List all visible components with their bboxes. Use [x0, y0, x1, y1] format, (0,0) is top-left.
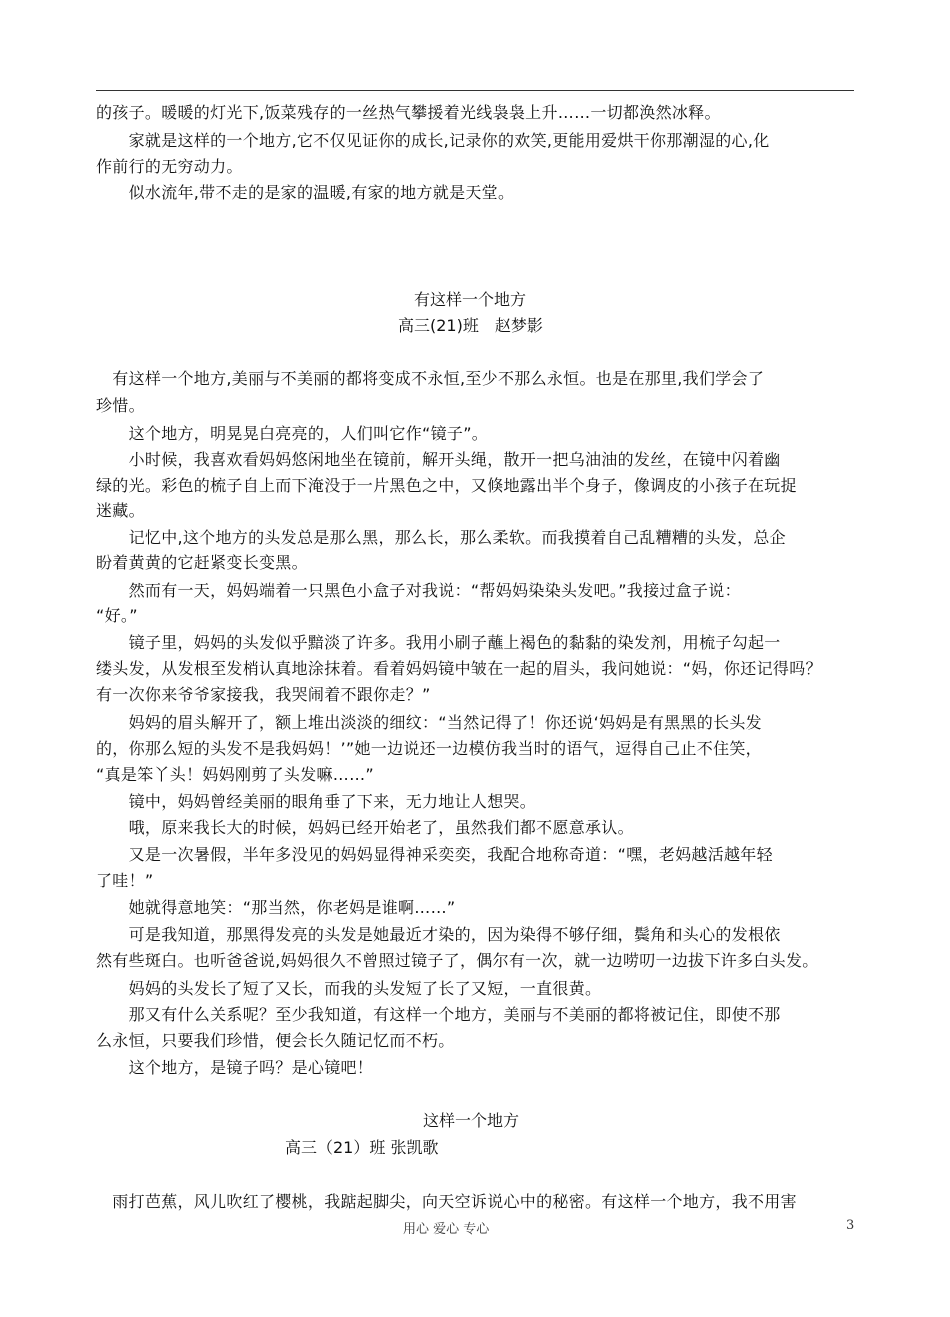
text-line: 么永恒，只要我们珍惜，便会长久随记忆而不朽。 [96, 1031, 455, 1050]
text-line: “好。” [96, 606, 138, 625]
text-line: 了哇！” [96, 871, 154, 890]
text-line: 那又有什么关系呢？至少我知道，有这样一个地方，美丽与不美丽的都将被记住，即使不那 [96, 1005, 781, 1024]
text-line: 的孩子。暖暖的灯光下,饭菜残存的一丝热气攀援着光线袅袅上升……一切都涣然冰释。 [96, 103, 721, 122]
text-line: 又是一次暑假，半年多没见的妈妈显得神采奕奕，我配合地称奇道：“嘿，老妈越活越年轻 [96, 845, 773, 864]
text-line: 这个地方，明晃晃白亮亮的，人们叫它作“镜子”。 [96, 424, 489, 443]
text-line: 的，你那么短的头发不是我妈妈！’”她一边说还一边模仿我当时的语气，逗得自己止不住笑， [96, 739, 762, 758]
essay-author: 高三(21)班 赵梦影 [398, 316, 543, 335]
text-line: 家就是这样的一个地方,它不仅见证你的成长,记录你的欢笑,更能用爱烘干你那潮湿的心,化 [96, 131, 770, 150]
text-line: 绿的光。彩色的梳子自上而下淹没于一片黑色之中，又倏地露出半个身子，像调皮的小孩子在玩捉 [96, 476, 797, 495]
text-line: 小时候，我喜欢看妈妈悠闲地坐在镜前，解开头绳，散开一把乌油油的发丝，在镜中闪着幽 [96, 450, 781, 469]
text-line: 然而有一天，妈妈端着一只黑色小盒子对我说：“帮妈妈染染头发吧。”我接过盒子说： [96, 581, 741, 600]
text-line: 镜中，妈妈曾经美丽的眼角垂了下来，无力地让人想哭。 [96, 792, 537, 811]
text-line: 有这样一个地方,美丽与不美丽的都将变成不永恒,至少不那么永恒。也是在那里,我们学会了 [96, 369, 765, 388]
text-line: 妈妈的头发长了短了又长，而我的头发短了长了又短，一直很黄。 [96, 979, 602, 998]
text-line: 这个地方，是镜子吗？是心镜吧！ [96, 1058, 374, 1077]
text-line: 妈妈的眉头解开了，额上堆出淡淡的细纹：“当然记得了！你还说‘妈妈是有黑黑的长头发 [96, 713, 762, 732]
text-line: 她就得意地笑：“那当然，你老妈是谁啊……” [96, 898, 456, 917]
text-line: 缕头发，从发根至发梢认真地涂抹着。看着妈妈镜中皱在一起的眉头，我问她说：“妈，你还记得吗？ [96, 659, 822, 678]
text-line: 可是我知道，那黑得发亮的头发是她最近才染的，因为染得不够仔细，鬓角和头心的发根依 [96, 925, 781, 944]
page-number: 3 [846, 1218, 855, 1233]
text-line: “真是笨丫头！妈妈刚剪了头发嘛……” [96, 765, 374, 784]
essay-author: 高三（21）班 张凯歌 [285, 1138, 439, 1157]
text-line: 迷藏。 [96, 501, 145, 520]
footer-motto: 用心 爱心 专心 [403, 1222, 490, 1237]
text-line: 盼着黄黄的它赶紧变长变黑。 [96, 553, 308, 572]
text-line: 似水流年,带不走的是家的温暖,有家的地方就是天堂。 [96, 183, 515, 202]
header-rule [96, 90, 854, 91]
text-line: 然有些斑白。也听爸爸说,妈妈很久不曾照过镜子了，偶尔有一次，就一边唠叨一边拔下许多白头发。 [96, 951, 819, 970]
essay-title: 这样一个地方 [423, 1111, 520, 1130]
text-line: 有一次你来爷爷家接我，我哭闹着不跟你走？” [96, 685, 431, 704]
text-line: 哦，原来我长大的时候，妈妈已经开始老了，虽然我们都不愿意承认。 [96, 818, 634, 837]
text-line: 作前行的无穷动力。 [96, 157, 243, 176]
text-line: 记忆中,这个地方的头发总是那么黑，那么长，那么柔软。而我摸着自己乱糟糟的头发，总企 [96, 528, 786, 547]
text-line: 镜子里，妈妈的头发似乎黯淡了许多。我用小刷子蘸上褐色的黏黏的染发剂，用梳子勾起一 [96, 633, 781, 652]
essay-title: 有这样一个地方 [414, 290, 527, 309]
text-line: 雨打芭蕉，风儿吹红了樱桃，我踮起脚尖，向天空诉说心中的秘密。有这样一个地方，我不用害 [96, 1192, 797, 1211]
text-line: 珍惜。 [96, 396, 145, 415]
